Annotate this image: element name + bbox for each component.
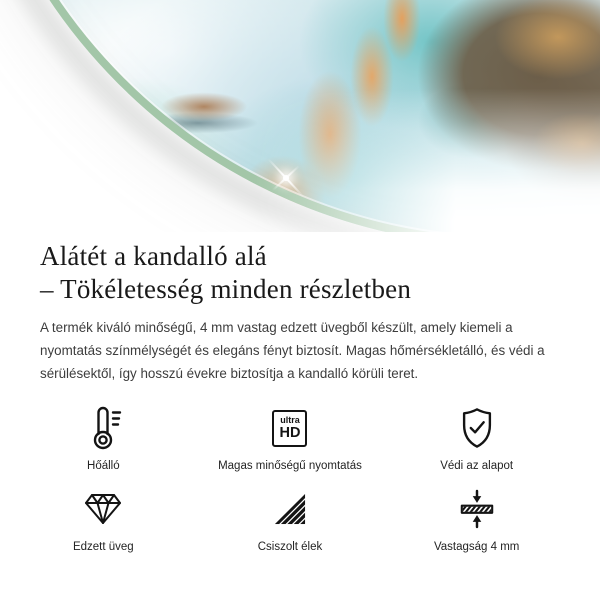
- image-fade-overlay: [0, 0, 600, 232]
- feature-tempered-glass: [10, 486, 197, 555]
- product-image: [0, 0, 600, 232]
- feature-label: Magas minőségű nyomtatás: [218, 460, 362, 472]
- feature-label: Védi az alapot: [440, 460, 514, 472]
- page-title: [40, 240, 560, 306]
- feature-protects-base: [383, 405, 570, 474]
- feature-heat-resistant: [10, 405, 197, 474]
- feature-label: Csiszolt élek: [257, 541, 323, 553]
- features-grid: [10, 405, 570, 555]
- feature-polished-edges: [197, 486, 384, 555]
- ultra-hd-icon: [272, 405, 307, 451]
- feature-thickness: [383, 486, 570, 555]
- diamond-icon: [83, 486, 123, 532]
- feature-label: Edzett üveg: [72, 541, 134, 553]
- thermometer-icon: [83, 405, 123, 451]
- feature-label: Vastagság 4 mm: [433, 541, 520, 553]
- thickness-icon: [458, 486, 496, 532]
- feature-print-quality: [197, 405, 384, 474]
- ultra-hd-badge-bottom: HD: [279, 424, 301, 441]
- feature-label: Hőálló: [87, 460, 120, 472]
- polished-edges-icon: [273, 486, 307, 532]
- title-line-2: – Tökéletesség minden részletben: [40, 274, 412, 304]
- title-line-1: Alátét a kandalló alá: [40, 241, 267, 271]
- ultra-hd-badge-top: ultra: [280, 415, 300, 426]
- shield-check-icon: [457, 405, 497, 451]
- product-description: A termék kiváló minőségű, 4 mm vastag edzett üvegből készült, amely kiemeli a nyomtatás színmélységét és elegáns fényt biztosít. Magas hőmérsékletálló, és védi a sérülésektől, így hosszú évekre biztosítja a kandalló körüli teret.: [40, 320, 545, 381]
